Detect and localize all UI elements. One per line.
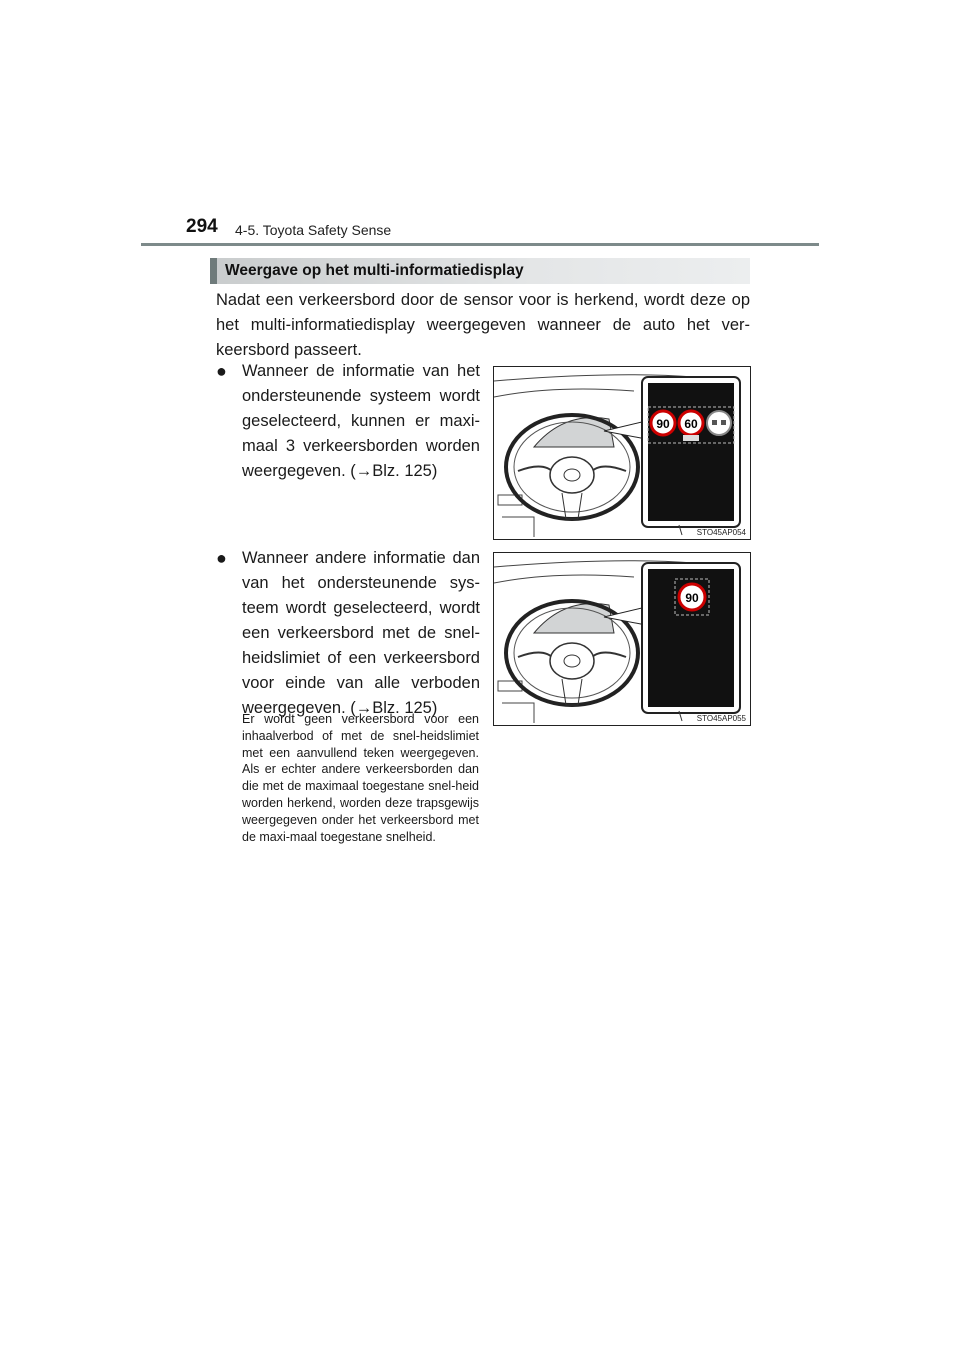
figure-dashboard-one-sign <box>493 552 751 726</box>
dashboard-illustration <box>494 553 750 725</box>
title-accent <box>210 258 217 284</box>
intro-paragraph: Nadat een verkeersbord door de sensor voor is herkend, wordt deze op het multi-informatiedisplay weergegeven wanneer de auto het ver-keersbord passeert. <box>216 291 750 359</box>
section-title: Weergave op het multi-informatiedisplay <box>225 262 524 279</box>
dashboard-illustration <box>494 367 750 539</box>
speed-sign-90: 90 <box>656 417 670 431</box>
figure-code: STO45AP054 <box>696 528 746 537</box>
bullet-item <box>216 546 480 721</box>
speed-sign-60: 60 <box>684 417 698 431</box>
bullet-text: Wanneer andere informatie dan van het ondersteunende sys-teem wordt geselecteerd, wordt een verkeersbord met de snel-heidslimiet of een verkeersbord voor einde van alle verboden weergegeven. (→Blz. 125) <box>242 549 480 717</box>
speed-sign-90: 90 <box>685 591 699 605</box>
bullet-icon: ● <box>216 361 227 381</box>
figure-dashboard-three-signs <box>493 366 751 540</box>
page-number: 294 <box>186 216 218 237</box>
section-title-bar <box>210 258 750 284</box>
note-paragraph: Er wordt geen verkeersbord voor een inhaalverbod of met de snel-heidslimiet met een aanvullend teken weergegeven. Als er echter andere verkeersborden dan die met de maximaal toegestane snel-heid worden herkend, worden deze trapsgewijs weergegeven onder het verkeersbord met de maxi-maal toegestane snelheid. <box>242 712 479 844</box>
section-header: 4-5. Toyota Safety Sense <box>235 222 392 238</box>
header-rule <box>141 243 819 246</box>
figure-code: STO45AP055 <box>696 714 746 723</box>
bullet-item <box>216 359 480 484</box>
bullet-icon: ● <box>216 548 227 568</box>
bullet-text: Wanneer de informatie van het ondersteunende systeem wordt geselecteerd, kunnen er maxi-maal 3 verkeersborden worden weergegeven. (→Blz. 125) <box>242 362 480 480</box>
